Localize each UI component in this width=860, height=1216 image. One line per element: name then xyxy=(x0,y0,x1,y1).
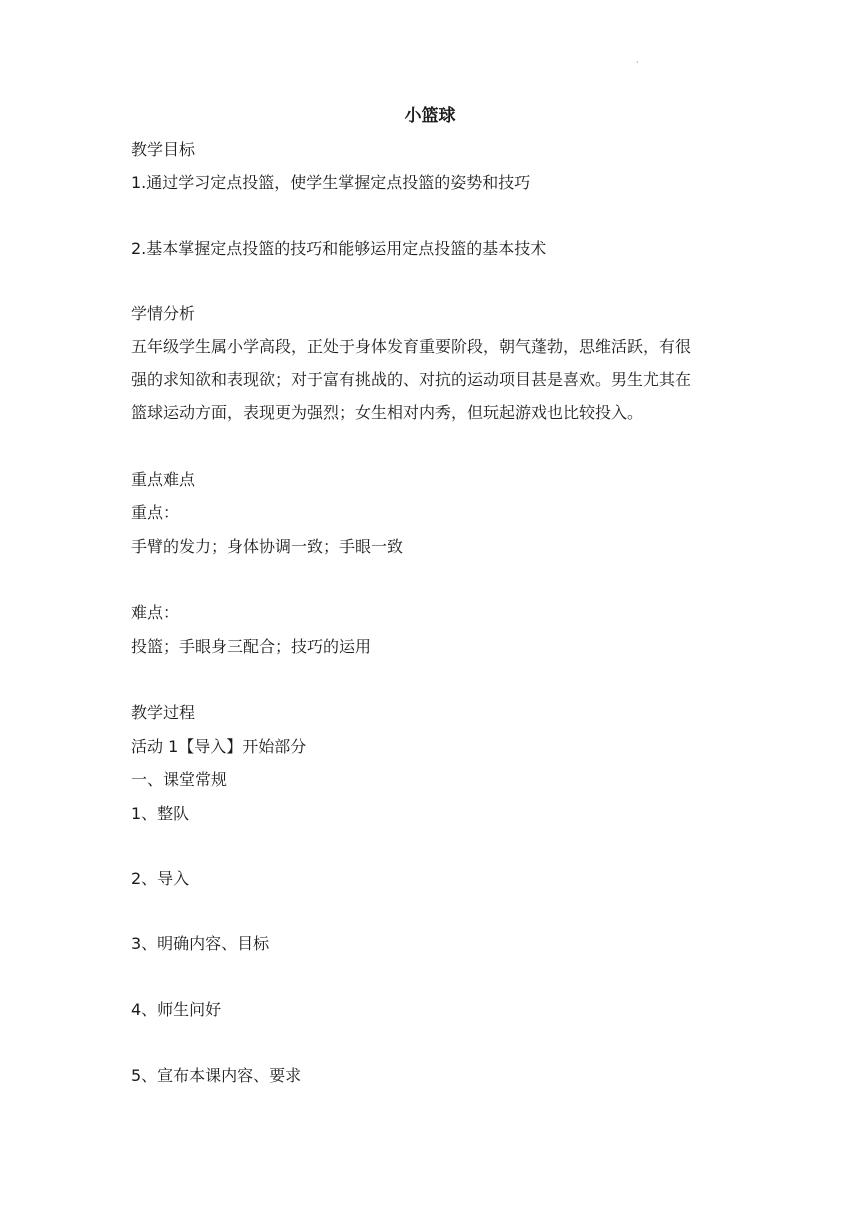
difficulty-text: 投篮；手眼身三配合；技巧的运用 xyxy=(131,637,372,656)
process-step: 5、宣布本课内容、要求 xyxy=(131,1066,302,1085)
process-heading: 教学过程 xyxy=(131,703,196,722)
process-step: 2、导入 xyxy=(131,869,190,888)
analysis-line: 篮球运动方面，表现更为强烈；女生相对内秀，但玩起游戏也比较投入。 xyxy=(131,403,644,422)
analysis-line: 五年级学生属小学高段，正处于身体发育重要阶段，朝气蓬勃，思维活跃，有很 xyxy=(131,337,692,356)
objectives-heading: 教学目标 xyxy=(131,140,196,159)
key-points-heading: 重点难点 xyxy=(131,470,196,489)
difficulty-label: 难点： xyxy=(131,603,180,622)
process-step: 3、明确内容、目标 xyxy=(131,934,270,953)
analysis-paragraph xyxy=(131,330,731,429)
section-title: 一、课堂常规 xyxy=(131,770,228,789)
header-mark: · xyxy=(636,58,639,67)
activity-title: 活动 1【导入】开始部分 xyxy=(131,737,307,756)
objective-item-1: 1.通过学习定点投篮，使学生掌握定点投篮的姿势和技巧 xyxy=(131,173,531,192)
process-step: 1、整队 xyxy=(131,804,190,823)
page-title: 小篮球 xyxy=(404,106,456,126)
analysis-line: 强的求知欲和表现欲；对于富有挑战的、对抗的运动项目甚是喜欢。男生尤其在 xyxy=(131,370,692,389)
focus-label: 重点： xyxy=(131,503,180,522)
focus-text: 手臂的发力；身体协调一致；手眼一致 xyxy=(131,537,404,556)
objective-item-2: 2.基本掌握定点投篮的技巧和能够运用定点投篮的基本技术 xyxy=(131,239,547,258)
analysis-heading: 学情分析 xyxy=(131,304,196,323)
process-step: 4、师生问好 xyxy=(131,1000,222,1019)
